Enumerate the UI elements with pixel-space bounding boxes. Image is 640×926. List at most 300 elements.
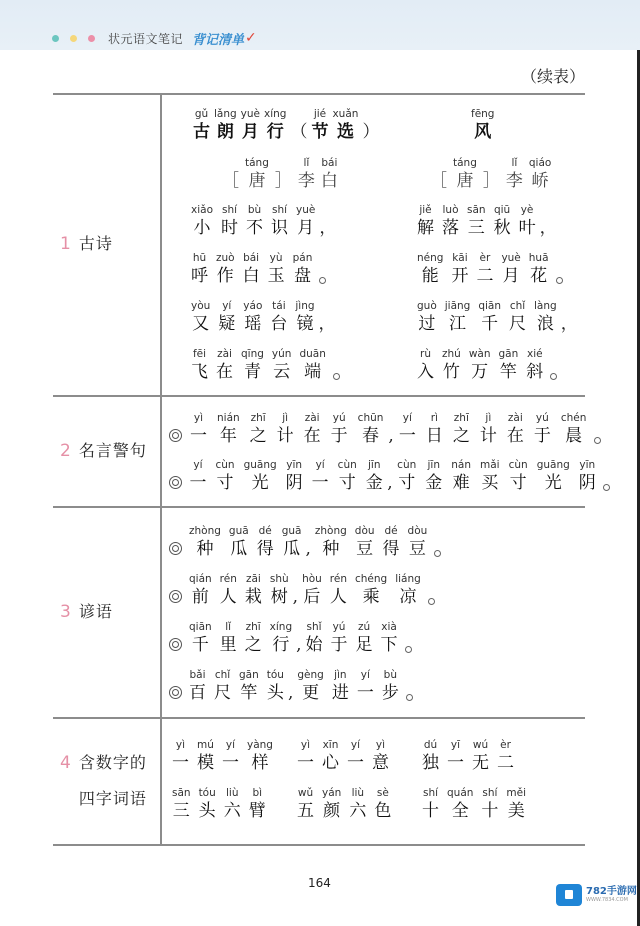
hanzi-with-pinyin: [445, 300, 471, 335]
pinyin: shí: [221, 204, 238, 216]
hanzi-with-pinyin: [241, 108, 260, 143]
hanzi: 色: [374, 801, 392, 821]
hanzi-with-pinyin: [321, 157, 338, 192]
hanzi: 寸: [398, 473, 416, 493]
pinyin: shí: [271, 204, 288, 216]
hanzi-with-pinyin: [271, 204, 288, 239]
watermark-url: WWW.7834.COM: [586, 897, 628, 903]
pinyin: làng: [534, 300, 557, 312]
hanzi-with-pinyin: [519, 204, 536, 239]
comma-mark: ，: [560, 314, 578, 334]
pinyin: jiě: [419, 204, 432, 216]
hanzi: 白: [242, 266, 260, 286]
pinyin: lǐ: [511, 157, 518, 169]
hanzi: 一: [190, 426, 207, 446]
hanzi-with-pinyin: [447, 787, 473, 822]
proverb-item: [169, 621, 412, 656]
hanzi-with-pinyin: [189, 669, 206, 704]
hanzi-with-pinyin: [172, 739, 189, 774]
hanzi-with-pinyin: [331, 412, 348, 447]
hanzi: 头: [198, 801, 216, 821]
hanzi-with-pinyin: [417, 252, 443, 287]
hanzi-with-pinyin: [243, 252, 260, 287]
pinyin: zhī: [245, 621, 261, 633]
hanzi-with-pinyin: [355, 573, 387, 608]
pinyin: mú: [197, 739, 214, 751]
poem-line: [187, 252, 326, 287]
pinyin: dòu: [407, 525, 428, 537]
hanzi-with-pinyin: [331, 621, 348, 656]
bracket-punct: （: [290, 122, 308, 142]
hanzi-with-pinyin: [442, 204, 459, 239]
pinyin: jīn: [368, 459, 381, 471]
pinyin: xíng: [269, 621, 293, 633]
pinyin: tóu: [198, 787, 216, 799]
double-circle-bullet-icon: [169, 590, 182, 603]
hanzi-with-pinyin: [272, 348, 292, 383]
pinyin: qiū: [493, 204, 511, 216]
hanzi: 月: [297, 218, 315, 238]
hanzi: 种: [322, 539, 340, 559]
pinyin: shí: [422, 787, 439, 799]
pinyin: yòu: [191, 300, 211, 312]
hanzi: 计: [479, 426, 497, 446]
pinyin: chén: [560, 412, 587, 424]
poem-author: [219, 157, 341, 192]
pinyin: táng: [453, 157, 477, 169]
hanzi-with-pinyin: [247, 739, 273, 774]
hanzi: 买: [481, 473, 499, 493]
hanzi-with-pinyin: [270, 573, 289, 608]
hanzi-with-pinyin: [193, 108, 210, 143]
hanzi: 一: [356, 683, 374, 703]
hanzi: 一: [311, 473, 329, 493]
pinyin: cùn: [508, 459, 528, 471]
watermark-logo-icon: [556, 884, 582, 906]
hanzi-with-pinyin: [507, 412, 524, 447]
hanzi: 李: [505, 171, 523, 191]
hanzi-with-pinyin: [191, 300, 210, 335]
quote-item: [169, 412, 601, 447]
hanzi-with-pinyin: [357, 669, 374, 704]
hanzi-with-pinyin: [478, 300, 501, 335]
pinyin: huā: [528, 252, 549, 264]
hanzi: 竹: [442, 362, 460, 382]
bracket-punct: ］: [274, 171, 292, 191]
pinyin: yí: [360, 669, 370, 681]
pinyin: dé: [384, 525, 398, 537]
hanzi: 头: [266, 683, 284, 703]
hanzi-with-pinyin: [311, 108, 328, 143]
hanzi: 能: [421, 266, 439, 286]
hanzi-with-pinyin: [270, 300, 287, 335]
hanzi-with-pinyin: [476, 252, 493, 287]
hanzi-with-pinyin: [282, 525, 302, 560]
hanzi-with-pinyin: [224, 787, 241, 822]
hanzi: 入: [417, 362, 434, 382]
poem-line: [187, 348, 340, 383]
comma-mark: ,: [388, 426, 394, 446]
hanzi-with-pinyin: [249, 787, 266, 822]
hanzi: 一: [297, 753, 314, 773]
hanzi: 春: [362, 426, 380, 446]
hanzi-with-pinyin: [453, 412, 470, 447]
hanzi: 光: [544, 473, 562, 493]
hanzi-with-pinyin: [453, 157, 477, 192]
hanzi-with-pinyin: [417, 348, 434, 383]
pinyin: yú: [332, 412, 346, 424]
hanzi: 竿: [499, 362, 517, 382]
pinyin: chéng: [355, 573, 388, 585]
idiom-item: [293, 739, 393, 774]
hanzi-with-pinyin: [426, 412, 443, 447]
hanzi: 得: [382, 539, 400, 559]
hanzi-with-pinyin: [322, 787, 341, 822]
hanzi-with-pinyin: [270, 621, 292, 656]
hanzi: 三: [467, 218, 485, 238]
hanzi: 一: [447, 753, 464, 773]
pinyin: yuè: [296, 204, 316, 216]
poem-line: [413, 204, 557, 239]
pinyin: xīn: [322, 739, 339, 751]
pinyin: yīn: [286, 459, 303, 471]
hanzi-with-pinyin: [355, 525, 375, 560]
hanzi: 云: [273, 362, 291, 382]
pinyin: jiāng: [444, 300, 471, 312]
pinyin: sān: [467, 204, 486, 216]
hanzi: 花: [530, 266, 548, 286]
comma-mark: ，: [319, 218, 337, 238]
hanzi: 瓜: [230, 539, 248, 559]
pinyin: sè: [376, 787, 389, 799]
section-subtitle: 背记清单: [192, 32, 245, 48]
pinyin: zhī: [453, 412, 469, 424]
hanzi-with-pinyin: [245, 621, 262, 656]
hanzi-with-pinyin: [239, 669, 259, 704]
poem-line: [187, 300, 336, 335]
double-circle-bullet-icon: [169, 476, 182, 489]
hanzi-with-pinyin: [217, 412, 240, 447]
hanzi: 无: [472, 753, 489, 773]
hanzi: 更: [302, 683, 320, 703]
comma-mark: ，: [318, 314, 336, 334]
hanzi-with-pinyin: [286, 459, 303, 494]
hanzi-with-pinyin: [332, 669, 349, 704]
hanzi: 种: [196, 539, 214, 559]
pinyin: xíng: [264, 108, 287, 120]
pinyin: měi: [506, 787, 527, 799]
pinyin: kāi: [452, 252, 468, 264]
pinyin: zhòng: [189, 525, 221, 537]
hanzi: 于: [330, 635, 348, 655]
pinyin: bǎi: [189, 669, 206, 681]
hanzi: 美: [507, 801, 525, 821]
hanzi-with-pinyin: [257, 525, 274, 560]
pinyin: wú: [472, 739, 489, 751]
hanzi: 之: [452, 426, 470, 446]
hanzi-with-pinyin: [471, 108, 494, 143]
pinyin: yáo: [243, 300, 263, 312]
hanzi: 古: [193, 122, 210, 142]
hanzi-with-pinyin: [529, 252, 549, 287]
pinyin: yì: [175, 739, 186, 751]
pinyin: rén: [329, 573, 347, 585]
hanzi: 难: [452, 473, 470, 493]
hanzi: 一: [189, 473, 207, 493]
hanzi: 光: [251, 473, 269, 493]
hanzi-with-pinyin: [506, 157, 523, 192]
comma-mark: ,: [296, 635, 302, 655]
hanzi-with-pinyin: [302, 573, 322, 608]
pinyin: dú: [423, 739, 438, 751]
hanzi-with-pinyin: [304, 412, 321, 447]
hanzi: 独: [422, 753, 439, 773]
pinyin: zài: [304, 412, 320, 424]
hanzi: 白: [320, 171, 338, 191]
hanzi: 一: [398, 426, 416, 446]
hanzi: 千: [481, 314, 499, 334]
double-circle-bullet-icon: [169, 686, 182, 699]
hanzi-with-pinyin: [172, 787, 191, 822]
hanzi: 始: [305, 635, 323, 655]
hanzi: 人: [219, 587, 237, 607]
period-mark: [550, 373, 557, 380]
hanzi-with-pinyin: [189, 621, 212, 656]
proverb-item: [169, 573, 435, 608]
hanzi: 百: [189, 683, 206, 703]
category-number: 4: [60, 753, 71, 773]
pinyin: liù: [226, 787, 239, 799]
pinyin: hòu: [302, 573, 322, 585]
dot-icon-yellow: [70, 35, 77, 42]
hanzi-with-pinyin: [349, 787, 366, 822]
hanzi-with-pinyin: [332, 108, 358, 143]
pinyin: qīng: [241, 348, 264, 360]
hanzi: 豆: [356, 539, 374, 559]
pinyin: chūn: [357, 412, 384, 424]
hanzi-with-pinyin: [383, 525, 400, 560]
hanzi-with-pinyin: [366, 459, 383, 494]
pinyin: wǔ: [297, 787, 314, 799]
pinyin: gān: [498, 348, 519, 360]
dot-icon-pink: [88, 35, 95, 42]
hanzi-with-pinyin: [244, 459, 277, 494]
hanzi-with-pinyin: [561, 412, 587, 447]
hanzi: 乘: [362, 587, 380, 607]
period-mark: [428, 598, 435, 605]
pinyin: cùn: [337, 459, 357, 471]
category-label: 古诗: [78, 234, 113, 253]
pinyin: fēi: [192, 348, 207, 360]
hanzi-with-pinyin: [315, 525, 347, 560]
poem-line: [413, 348, 557, 383]
pinyin: bái: [321, 157, 338, 169]
hanzi: 之: [244, 635, 262, 655]
pinyin: jié: [313, 108, 327, 120]
column-divider: [160, 93, 162, 846]
category-label: 名言警句: [78, 440, 147, 460]
hanzi-with-pinyin: [497, 739, 514, 774]
pinyin: yí: [225, 739, 236, 751]
pinyin: nán: [451, 459, 472, 471]
hanzi: 飞: [191, 362, 208, 382]
pinyin: yì: [375, 739, 386, 751]
pinyin: dòu: [354, 525, 375, 537]
pinyin: qiān: [189, 621, 212, 633]
hanzi: 月: [502, 266, 520, 286]
pinyin: guā: [228, 525, 249, 537]
hanzi-with-pinyin: [422, 739, 439, 774]
hanzi: 里: [219, 635, 237, 655]
hanzi: 于: [330, 426, 348, 446]
hanzi-with-pinyin: [472, 739, 489, 774]
hanzi-with-pinyin: [267, 669, 284, 704]
hanzi: 阴: [578, 473, 596, 493]
hanzi-with-pinyin: [277, 412, 294, 447]
hanzi-with-pinyin: [312, 459, 329, 494]
pinyin: sān: [172, 787, 191, 799]
pinyin: bù: [247, 204, 262, 216]
pinyin: bù: [383, 669, 397, 681]
hanzi: 日: [425, 426, 443, 446]
hanzi: 意: [372, 753, 389, 773]
pinyin: gǔ: [194, 108, 209, 120]
pinyin: liù: [351, 787, 365, 799]
pinyin: zuò: [216, 252, 235, 264]
pinyin: qiáo: [528, 157, 552, 169]
hanzi-with-pinyin: [481, 787, 498, 822]
hanzi-with-pinyin: [397, 459, 416, 494]
hanzi-with-pinyin: [191, 204, 213, 239]
hanzi-with-pinyin: [293, 252, 313, 287]
hanzi-with-pinyin: [358, 412, 384, 447]
hanzi: 步: [381, 683, 399, 703]
hanzi-with-pinyin: [214, 669, 231, 704]
pinyin: jīn: [427, 459, 441, 471]
hanzi: 开: [451, 266, 469, 286]
hanzi: 小: [193, 218, 211, 238]
pinyin: dé: [258, 525, 272, 537]
pinyin: yuè: [240, 108, 261, 120]
hanzi-with-pinyin: [243, 300, 262, 335]
hanzi-with-pinyin: [241, 348, 264, 383]
hanzi-with-pinyin: [297, 669, 323, 704]
hanzi-with-pinyin: [467, 204, 486, 239]
hanzi-with-pinyin: [381, 621, 398, 656]
period-mark: [406, 694, 413, 701]
hanzi: 心: [322, 753, 339, 773]
hanzi-with-pinyin: [189, 573, 212, 608]
pinyin: chǐ: [214, 669, 231, 681]
hanzi: 浪: [536, 314, 554, 334]
pinyin: xié: [526, 348, 543, 360]
category-ancient-poems: [53, 93, 160, 395]
hanzi: 金: [425, 473, 443, 493]
pinyin: jìng: [295, 300, 315, 312]
page-header: [52, 28, 257, 48]
pinyin: guāng: [536, 459, 570, 471]
hanzi-with-pinyin: [296, 204, 315, 239]
hanzi: 李: [297, 171, 315, 191]
hanzi: 十: [422, 801, 439, 821]
poem-author: [427, 157, 554, 192]
hanzi-with-pinyin: [347, 739, 364, 774]
hanzi: 端: [304, 362, 322, 382]
hanzi: 六: [223, 801, 241, 821]
poem-title: [471, 108, 494, 143]
hanzi-with-pinyin: [214, 108, 237, 143]
hanzi: 模: [197, 753, 214, 773]
hanzi: 月: [241, 122, 259, 142]
hanzi: 于: [533, 426, 551, 446]
hanzi: 江: [449, 314, 467, 334]
pinyin: yī: [450, 739, 461, 751]
category-number: 1: [60, 234, 71, 254]
hanzi: 万: [471, 362, 489, 382]
pinyin: zhòng: [314, 525, 347, 537]
pinyin: fēng: [471, 108, 495, 120]
hanzi-with-pinyin: [218, 300, 235, 335]
pinyin: guāng: [243, 459, 277, 471]
pinyin: lǐ: [303, 157, 310, 169]
pinyin: duān: [299, 348, 326, 360]
period-mark: [405, 646, 412, 653]
hanzi: 斜: [526, 362, 544, 382]
pinyin: xiǎo: [191, 204, 213, 216]
hanzi-with-pinyin: [372, 739, 389, 774]
hanzi-with-pinyin: [408, 525, 428, 560]
hanzi: 三: [172, 801, 190, 821]
pinyin: jì: [282, 412, 289, 424]
comma-mark: ,: [287, 683, 294, 703]
pinyin: zhī: [250, 412, 266, 424]
hanzi-with-pinyin: [509, 300, 526, 335]
hanzi: 峤: [531, 171, 549, 191]
hanzi: 金: [365, 473, 383, 493]
period-mark: [319, 277, 326, 284]
hanzi: 镜: [296, 314, 314, 334]
hanzi: 竿: [240, 683, 258, 703]
period-mark: [434, 550, 441, 557]
pinyin: shǐ: [306, 621, 322, 633]
pinyin: rì: [430, 412, 438, 424]
pinyin: qiān: [478, 300, 502, 312]
hanzi: 解: [417, 218, 434, 238]
pinyin: zhú: [442, 348, 461, 360]
hanzi: 树: [270, 587, 288, 607]
pinyin: néng: [417, 252, 444, 264]
hanzi-with-pinyin: [501, 252, 520, 287]
comma-mark: ,: [292, 587, 299, 607]
hanzi: 尺: [214, 683, 231, 703]
pinyin: èr: [479, 252, 491, 264]
pinyin: yún: [271, 348, 292, 360]
page-number: 164: [308, 876, 331, 890]
hanzi-with-pinyin: [245, 573, 262, 608]
hanzi-with-pinyin: [264, 108, 286, 143]
hanzi: 一: [222, 753, 239, 773]
hanzi-with-pinyin: [295, 300, 314, 335]
hanzi-with-pinyin: [480, 459, 500, 494]
pinyin: shù: [269, 573, 289, 585]
hanzi-with-pinyin: [579, 459, 596, 494]
category-label-line2: 四字词语: [78, 789, 147, 808]
hanzi: 青: [243, 362, 261, 382]
hanzi-with-pinyin: [506, 787, 526, 822]
hanzi: 年: [219, 426, 237, 446]
hanzi: 行: [272, 635, 290, 655]
proverb-item: [169, 525, 441, 560]
